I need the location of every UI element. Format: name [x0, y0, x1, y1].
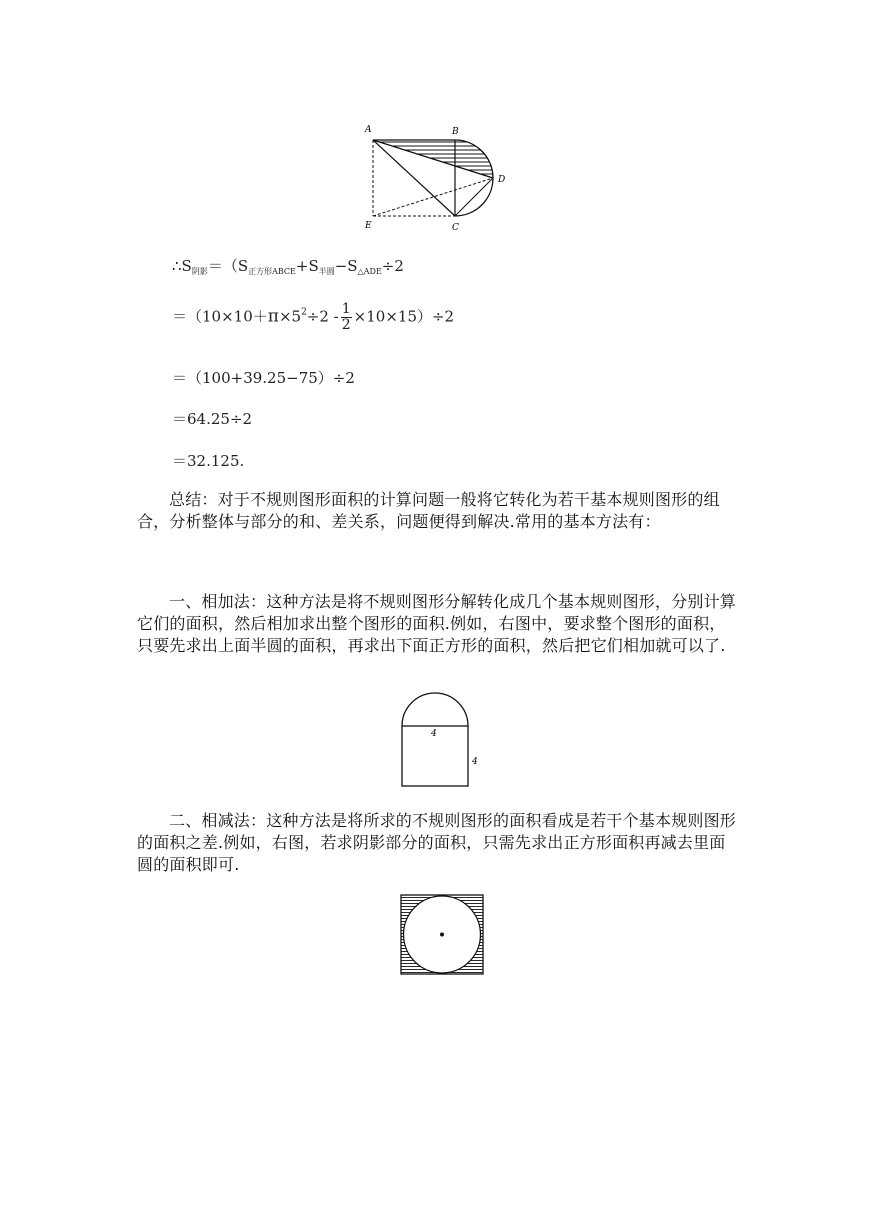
label-d: D [498, 175, 506, 185]
formula-line-2: $=(10\times 10+\pi\times 5^2\div 2$ - $\frac{1}{2}$ ×10×15）÷2 [172, 301, 455, 333]
figure-circle-in-square [398, 893, 486, 977]
method-subtraction-paragraph: 二、相减法：这种方法是将所求的不规则图形的面积看成是若干个基本规则图形的面积之差.例如，右图，若求阴影部分的面积，只需先求出正方形面积再减去里面圆的面积即可. [137, 811, 737, 874]
label-e: E [365, 221, 372, 231]
formula-line-5: ＝32.125. [172, 452, 245, 470]
method-addition-paragraph: 一、相加法：这种方法是将不规则图形分解转化成几个基本规则图形，分别计算它们的面积，然后相加求出整个图形的面积.例如，右图中，要求整个图形的面积，只要先求出上面半圆的面积，再求出下面正方形的面积，然后把它们相加就可以了. [137, 592, 737, 655]
label-inner-4: 4 [431, 729, 437, 739]
label-a: A [365, 125, 372, 135]
summary-paragraph: 总结：对于不规则图形面积的计算问题一般将它转化为若干基本规则图形的组合，分析整体与部分的和、差关系，问题便得到解决.常用的基本方法有： [137, 490, 720, 531]
figure-semicircle-on-square [395, 688, 490, 790]
label-side-4: 4 [472, 757, 478, 767]
label-b: B [452, 127, 459, 137]
center-dot [440, 933, 444, 937]
label-c: C [452, 223, 459, 233]
fraction-one-half: $\frac{1}{2}$ [341, 301, 351, 333]
formula-line-3: ＝（100+39.25−75）÷2 [172, 369, 355, 387]
figure-square-semicircle [360, 120, 520, 235]
formula-line-1: $\therefore S_{阴影}=(S_{正方形ABCE}+S_{半圆}-S_{\triangle ADE}\div 2$ [172, 257, 404, 276]
formula-line-4: ＝64.25÷2 [172, 410, 253, 428]
